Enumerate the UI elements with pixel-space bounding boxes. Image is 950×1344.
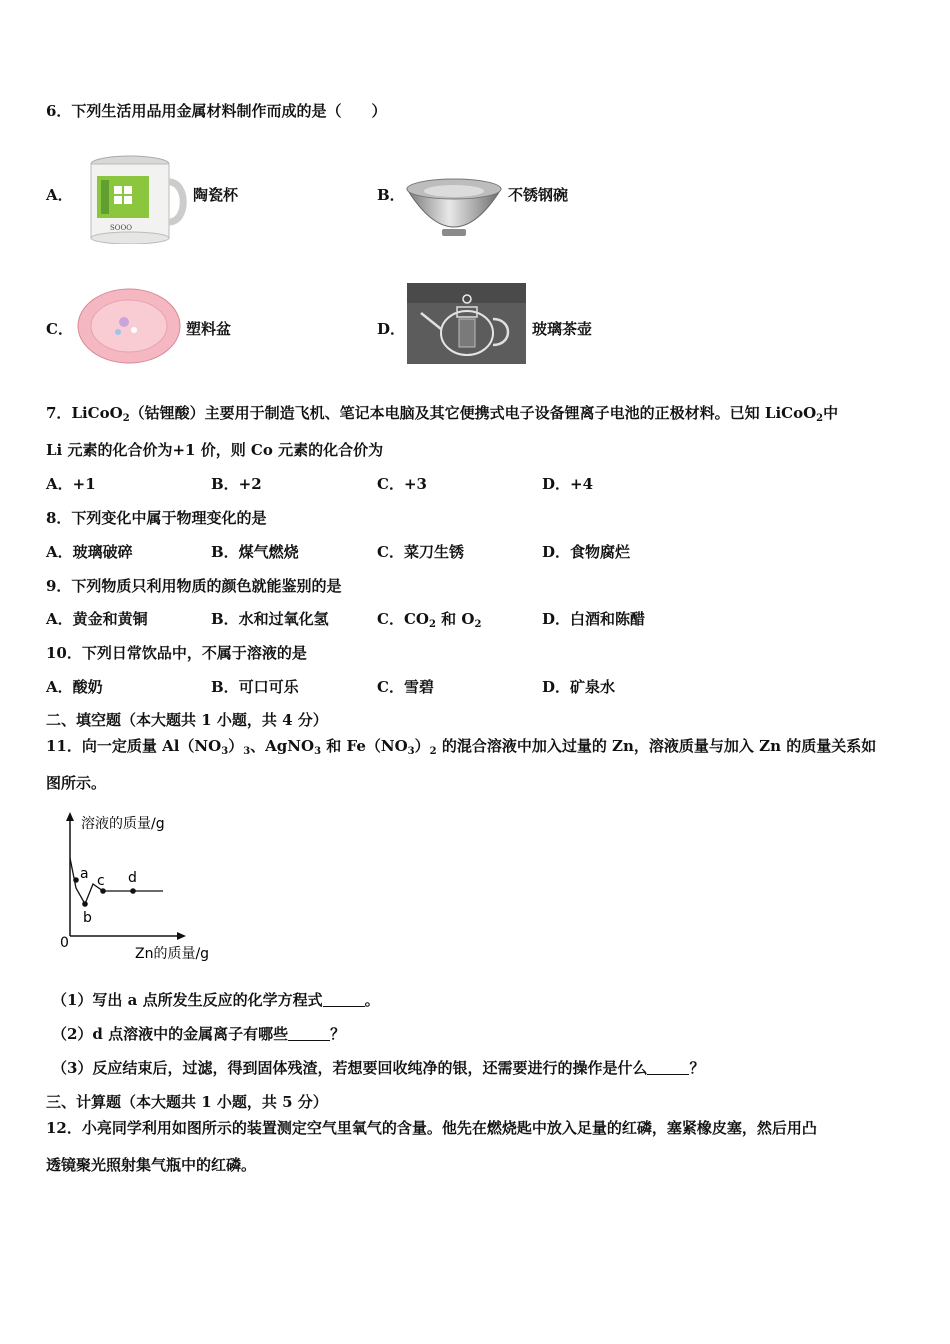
q11-sub-question-3: （3）反应结束后，过滤，得到固体残渣，若想要回收纯净的银，还需要进行的操作是什么 ？ [52, 1059, 705, 1077]
point-a-label: a [80, 866, 89, 882]
q6-option-d-text: 玻璃茶壶 [532, 320, 593, 338]
q10-option-a: A．酸奶 [46, 678, 103, 696]
point-c-label: c [97, 873, 105, 889]
q8-option-d: D．食物腐烂 [542, 543, 631, 561]
q9-option-a: A．黄金和黄铜 [46, 610, 148, 628]
q6-option-b-text: 不锈钢碗 [508, 186, 569, 204]
q10-stem: 10．下列日常饮品中，不属于溶液的是 [46, 644, 307, 662]
q7-option-d: D．+4 [542, 475, 594, 493]
answer-blank-3[interactable] [647, 1060, 689, 1075]
point-d-label: d [128, 870, 137, 886]
point-c-dot [100, 888, 106, 894]
q7-option-c: C．+3 [377, 475, 427, 493]
y-axis-label: 溶液的质量/g [81, 816, 165, 832]
q12-stem-line1: 12．小亮同学利用如图所示的装置测定空气里氧气的含量。他先在燃烧匙中放入足量的红磷，塞紧橡皮塞，然后用凸 [46, 1119, 817, 1137]
plastic-basin-image [76, 286, 182, 366]
x-axis-label: Zn的质量/g [135, 946, 210, 962]
answer-blank-1[interactable] [323, 992, 365, 1007]
y-axis-arrow [66, 812, 74, 821]
ceramic-mug-image [80, 150, 188, 244]
q6-option-c-letter: C． [46, 320, 73, 338]
q10-option-b: B．可口可乐 [211, 678, 299, 696]
point-a-dot [73, 877, 79, 883]
q9-option-d: D．白酒和陈醋 [542, 610, 646, 628]
section-3-heading: 三、计算题（本大题共 1 小题，共 5 分） [46, 1093, 328, 1111]
steel-bowl-image [404, 177, 504, 241]
q7-option-a: A．+1 [46, 475, 96, 493]
q6-option-a-text: 陶瓷杯 [193, 186, 239, 204]
q11-sub-question-2: （2）d 点溶液中的金属离子有哪些 ？ [52, 1025, 346, 1043]
q11-stem-line1: 11．向一定质量 $Al(NO_3)_3$、AgNO$_3$ 和 $Fe(NO_3)_2$ 的混合溶液中加入过量的 Zn，溶液质量与加入 Zn 的质量关系如 [46, 737, 877, 757]
q6-option-d-letter: D． [377, 320, 406, 338]
q8-option-b: B．煤气燃烧 [211, 543, 299, 561]
q12-stem-line2: 透镜聚光照射集气瓶中的红磷。 [46, 1156, 257, 1174]
q9-stem: 9．下列物质只利用物质的颜色就能鉴别的是 [46, 577, 342, 595]
q9-option-c: C．$CO_2$ 和 $O_2$ [377, 610, 482, 630]
q6-option-a-letter: A． [46, 186, 73, 204]
solution-mass-graph [55, 808, 235, 968]
q9-option-b: B．水和过氧化氢 [211, 610, 329, 628]
point-d-dot [130, 888, 136, 894]
point-b-label: b [83, 910, 92, 926]
q6-option-b-letter: B． [377, 186, 405, 204]
q10-option-d: D．矿泉水 [542, 678, 616, 696]
q8-option-a: A．玻璃破碎 [46, 543, 133, 561]
origin-label: 0 [60, 935, 69, 951]
q7-stem-line2: Li 元素的化合价为+1 价，则 Co 元素的化合价为 [46, 441, 384, 459]
q11-sub-question-1: （1）写出 a 点所发生反应的化学方程式 。 [52, 991, 380, 1009]
x-axis-arrow [177, 932, 186, 940]
q8-option-c: C．菜刀生锈 [377, 543, 464, 561]
section-2-heading: 二、填空题（本大题共 1 小题，共 4 分） [46, 711, 328, 729]
q6-stem: 6．下列生活用品用金属材料制作而成的是（ ） [46, 102, 387, 120]
point-b-dot [82, 901, 88, 907]
q10-option-c: C．雪碧 [377, 678, 434, 696]
q7-option-b: B．+2 [211, 475, 262, 493]
glass-teapot-image [407, 283, 526, 364]
svg-text:SOOO: SOOO [110, 224, 133, 232]
q8-stem: 8．下列变化中属于物理变化的是 [46, 509, 267, 527]
q7-stem-line1: 7．LiCoO$_2$（钴锂酸）主要用于制造飞机、笔记本电脑及其它便携式电子设备锂离子电池的正极材料。已知 LiCoO$_2$中 [46, 404, 839, 424]
q11-stem-line2: 图所示。 [46, 774, 107, 792]
q6-option-c-text: 塑料盆 [186, 320, 232, 338]
answer-blank-2[interactable] [288, 1026, 330, 1041]
